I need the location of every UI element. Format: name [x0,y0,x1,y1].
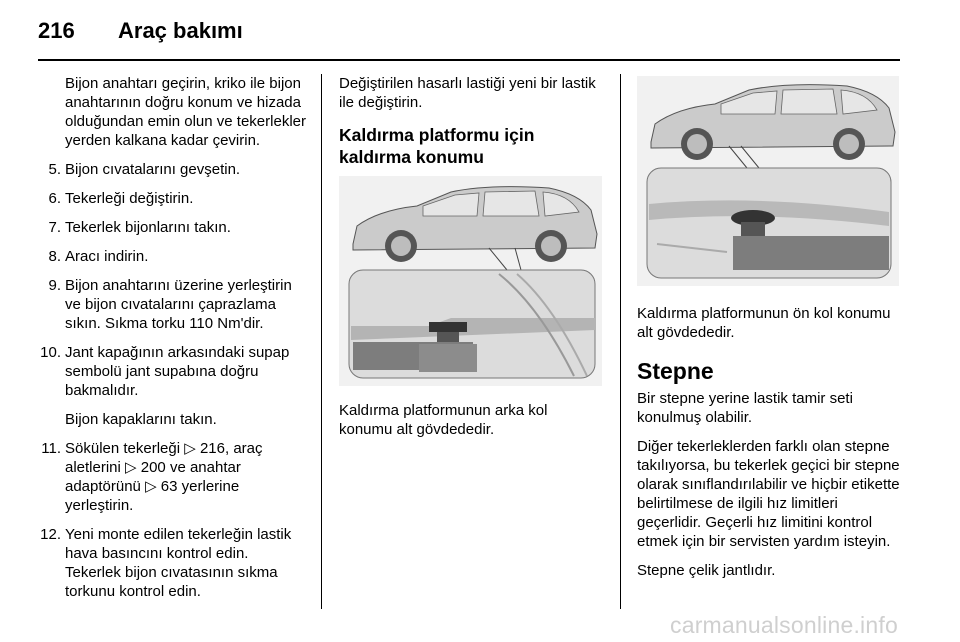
step-number: 7. [48,219,61,236]
rear-figure-caption: Kaldırma platformunun arka kol konumu alt gövdededir. [339,402,548,438]
lift-position-heading: Kaldırma platformu için kaldırma konumu [339,125,535,167]
step-number: 11. [41,440,61,457]
column-right [637,389,903,590]
spare-wheel-heading: Stepne [637,358,714,384]
step-5 [38,160,308,179]
step-6 [38,189,308,208]
page-ref-icon: ▷ [145,478,157,495]
spare-paragraph-1: Bir stepne yerine lastik tamir seti konulmuş olabilir. [637,390,853,426]
spare-paragraph-3: Stepne çelik jantlıdır. [637,562,776,579]
step-text [65,439,308,515]
page-title: Araç bakımı [118,18,243,43]
step-12 [38,525,308,601]
figure-front-lift-position [637,76,899,286]
step-9 [38,276,308,333]
page-ref-link[interactable]: 200 ve anahtar adaptörünü [65,459,241,495]
page-ref-link[interactable]: 216, araç aletlerini [65,440,263,476]
page-ref-link[interactable]: 63 yerlerine yerleştirin. [65,478,240,514]
step-text: Tekerleği değiştirin. [65,190,194,207]
step-text: Yeni monte edilen tekerleğin lastik hava basıncını kontrol edin. Tekerlek bijon cıvatasının sıkma torkunu kontrol edin. [65,526,292,600]
car-lift-illustration [339,176,602,386]
step-number: 5. [48,161,61,178]
step-text: Tekerlek bijonlarını takın. [65,219,231,236]
replace-tyre-paragraph: Değiştirilen hasarlı lastiği yeni bir lastik ile değiştirin. [339,75,596,111]
column-left [38,74,308,611]
intro-paragraph: Bijon anahtarı geçirin, kriko ile bijon anahtarının doğru konum ve hizada olduğundan emin olun ve tekerlekler yerden kalkana kadar çevirin. [65,75,306,149]
step-8 [38,247,308,266]
car-lift-illustration [637,76,899,286]
watermark: carmanualsonline.info [670,612,898,638]
page-number: 216 [38,18,75,43]
header-rule [38,59,900,61]
step-number: 9. [48,277,61,294]
spare-paragraph-2: Diğer tekerleklerden farklı olan stepne takılıyorsa, bu tekerlek geçici bir stepne olarak sınıflandırılabilir ve hiçbir etikette belirtilmese de ilgili hız limitleri geçerlidir. Geçerli hız limitini kontrol etmek için bir servisten yardım isteyin. [637,438,900,550]
step-number: 8. [48,248,61,265]
column-divider-2 [620,74,621,609]
front-figure-caption: Kaldırma platformunun ön kol konumu alt gövdededir. [637,305,891,341]
step-number: 10. [40,344,61,361]
step-10 [38,343,308,400]
column-middle [339,74,603,168]
page-ref-icon: ▷ [125,459,137,476]
step-text: Bijon anahtarını üzerine yerleştirin ve bijon cıvatalarını çaprazlama sıkın. Sıkma torku 110 Nm'dir. [65,277,292,332]
page-ref-icon: ▷ [184,440,196,457]
step-11 [38,439,308,515]
step-text: Aracı indirin. [65,248,149,265]
step-text-part: Sökülen tekerleği [65,440,185,457]
step-7 [38,218,308,237]
step-number: 12. [40,526,61,543]
figure-rear-lift-position [339,176,602,386]
step-number: 6. [48,190,61,207]
note-paragraph: Bijon kapaklarını takın. [65,411,217,428]
column-divider-1 [321,74,322,609]
step-text: Jant kapağının arkasındaki supap sembolü jant supabına doğru bakmalıdır. [65,344,290,399]
step-text: Bijon cıvatalarını gevşetin. [65,161,241,178]
